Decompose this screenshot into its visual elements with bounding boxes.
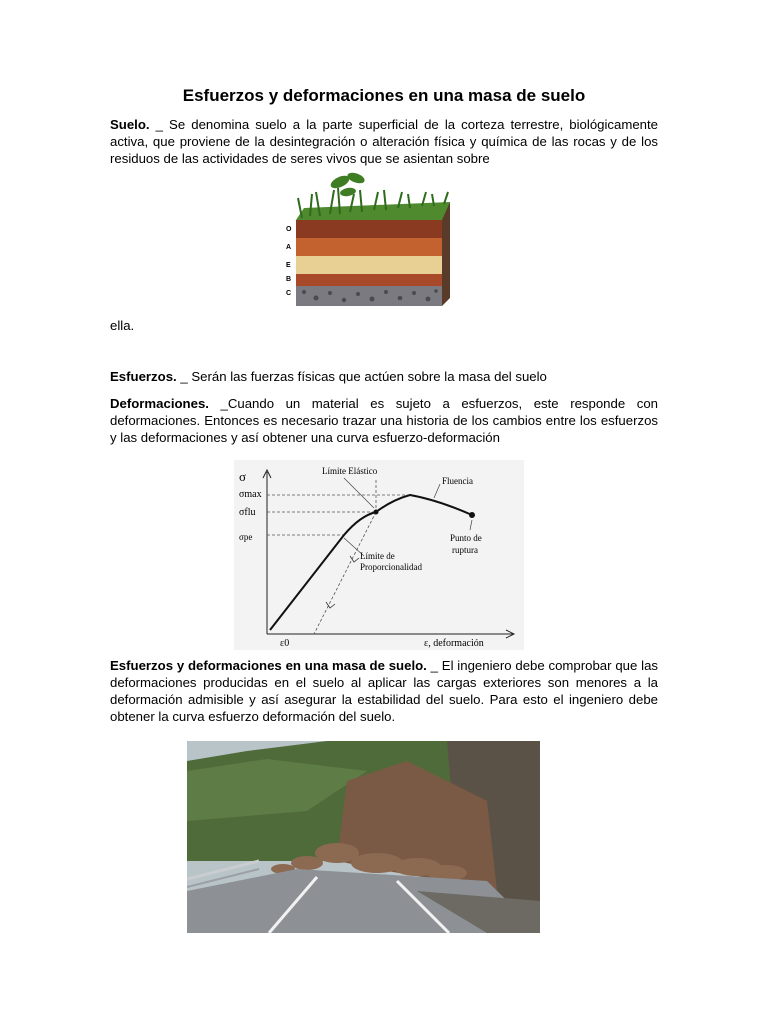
prop-limit-label-line2: Proporcionalidad [360,562,422,572]
masa-suelo-text: _ El ingeniero debe comprobar que las deformaciones producidas en el suelo al aplicar las cargas exteriores son menores a la deformación admisible y así asegurar la estabilidad del suelo. Para esto el ingeniero debe obtener la curva esfuerzo deformación del suelo. [110,658,658,724]
soil-profile-illustration [280,168,455,320]
deformaciones-text: _Cuando un material es sujeto a esfuerzos, este responde con deformaciones. Entonces es necesario trazar una historia de los cambios entre los esfuerzos y las deformaciones y así obtener una curva esfuerzo-deformación [110,396,658,445]
paragraph-deformaciones [110,395,658,446]
sigma-axis-label: σ [239,469,247,484]
paragraph-suelo [110,116,658,167]
sigma-max-label: σmax [239,489,262,500]
elastic-limit-point [374,510,379,515]
soil-layer-a [296,238,442,256]
esfuerzos-lead: Esfuerzos. [110,369,177,384]
horizon-label: E [286,262,291,269]
sigma-flu-label: σflu [239,507,256,518]
elastic-limit-label: Límite Elástico [322,466,378,476]
rupture-label-line1: Punto de [450,533,482,543]
suelo-lead: Suelo. [110,117,150,132]
fluencia-label: Fluencia [442,476,473,486]
suelo-continuation: ella. [110,318,135,333]
soil-layer-c [296,286,442,306]
x-axis-label: ε, deformación [424,638,484,649]
stress-strain-diagram [234,460,524,650]
soil-layer-o [296,220,442,238]
rupture-label-line2: ruptura [452,545,478,555]
soil-side-face [442,202,450,306]
soil-layer-b [296,274,442,286]
deformaciones-lead: Deformaciones. [110,396,209,411]
suelo-text: _ Se denomina suelo a la parte superficial de la corteza terrestre, biológicamente activa, que proviene de la desintegración o alteración física y química de las rocas y de los residuos de las actividades de seres vivos que se asientan sobre [110,117,658,166]
prop-limit-label-line1: Límite de [360,551,395,561]
horizon-label: O [286,226,292,233]
horizon-label: B [286,276,292,283]
sigma-pe-label: σpe [239,532,253,542]
paragraph-esfuerzos [110,368,658,385]
masa-suelo-lead: Esfuerzos y deformaciones en una masa de suelo. [110,658,427,673]
paragraph-masa-suelo [110,657,658,725]
soil-layer-e [296,256,442,274]
epsilon-zero-label: ε0 [280,638,290,649]
horizon-label: A [286,244,292,251]
page-title: Esfuerzos y deformaciones en una masa de suelo [182,86,586,105]
rupture-point [469,512,475,518]
esfuerzos-text: _ Serán las fuerzas físicas que actúen sobre la masa del suelo [176,369,547,384]
horizon-label: C [286,290,292,297]
landslide-photo [187,741,540,933]
